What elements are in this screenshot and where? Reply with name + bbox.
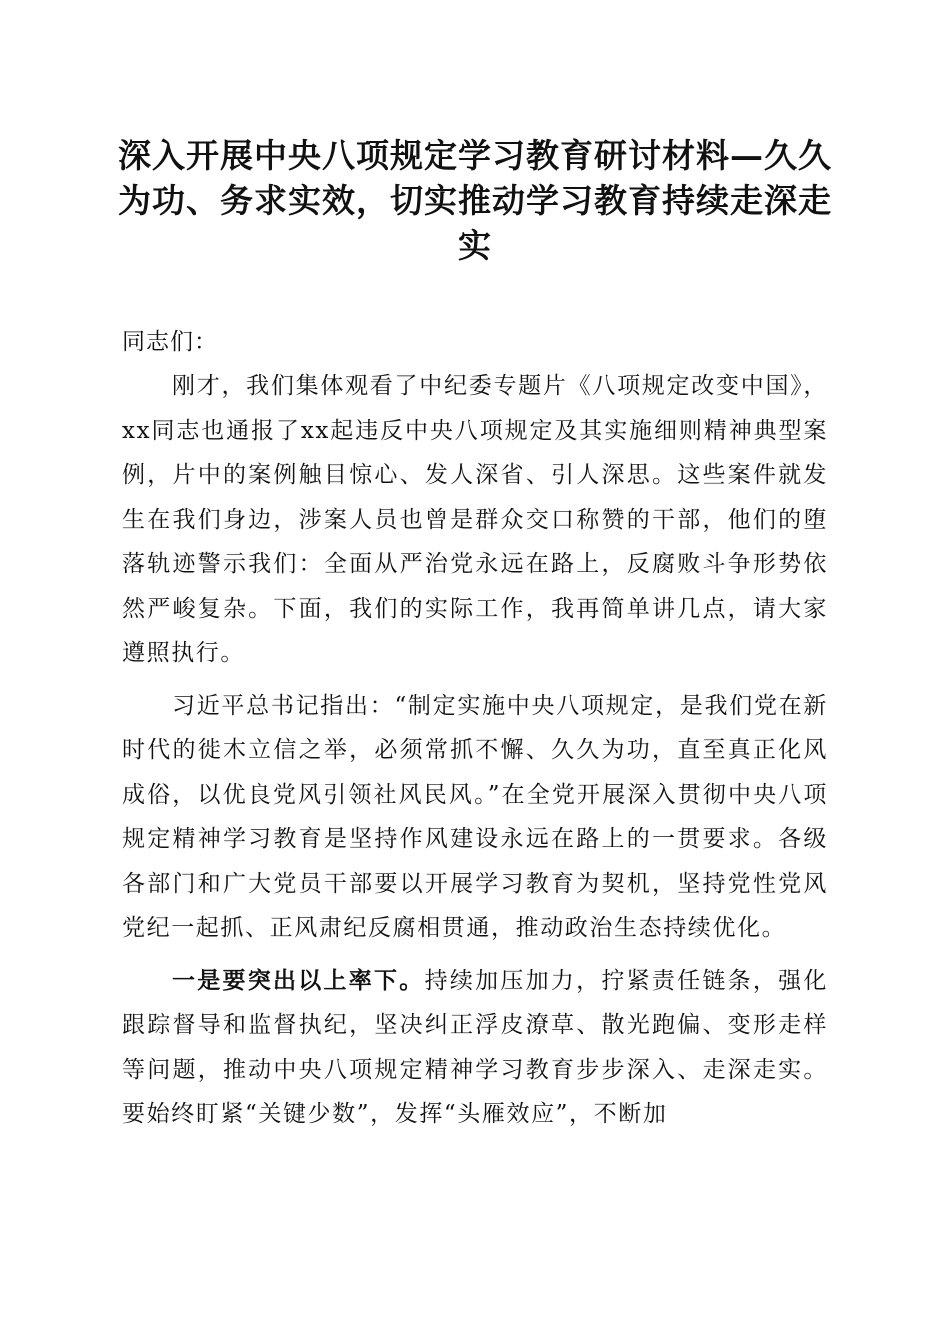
paragraph-3-lead: 一是要突出以上率下。 — [172, 966, 425, 994]
paragraph-3 — [122, 959, 828, 1137]
document-title: 深入开展中央八项规定学习教育研讨材料—久久为功、务求实效，切实推动学习教育持续走深走实 — [118, 136, 832, 265]
paragraph-1-text: 刚才，我们集体观看了中纪委专题片《八项规定改变中国》，xx同志也通报了xx起违反中央八项规定及其实施细则精神典型案例，片中的案例触目惊心、发人深省、引人深思。这些案件就发生在我们身边，涉案人员也曾是群众交口称赞的干部，他们的堕落轨迹警示我们：全面从严治党永远在路上，反腐败斗争形势依然严峻复杂。下面，我们的实际工作，我再简单讲几点，请大家遵照执行。 — [122, 373, 828, 666]
salutation: 同志们： — [122, 329, 218, 355]
paragraph-2 — [122, 684, 828, 951]
paragraph-2-text: 习近平总书记指出：“制定实施中央八项规定，是我们党在新时代的徙木立信之举，必须常抓不懈、久久为功，直至真正化风成俗，以优良党风引领社风民风。”在全党开展深入贯彻中央八项规定精神学习教育是坚持作风建设永远在路上的一贯要求。各级各部门和广大党员干部要以开展学习教育为契机，坚持党性党风党纪一起抓、正风肃纪反腐相贯通，推动政治生态持续优化。 — [122, 692, 828, 941]
document-body — [122, 320, 828, 1145]
paragraph-3-text: 持续加压加力，拧紧责任链条，强化跟踪督导和监督执纪，坚决纠正浮皮潦草、散光跑偏、变形走样等问题，推动中央八项规定精神学习教育步步深入、走深走实。要始终盯紧“关键少数”，发挥“头雁效应”，不断加 — [122, 967, 828, 1127]
paragraph-1 — [122, 364, 828, 676]
